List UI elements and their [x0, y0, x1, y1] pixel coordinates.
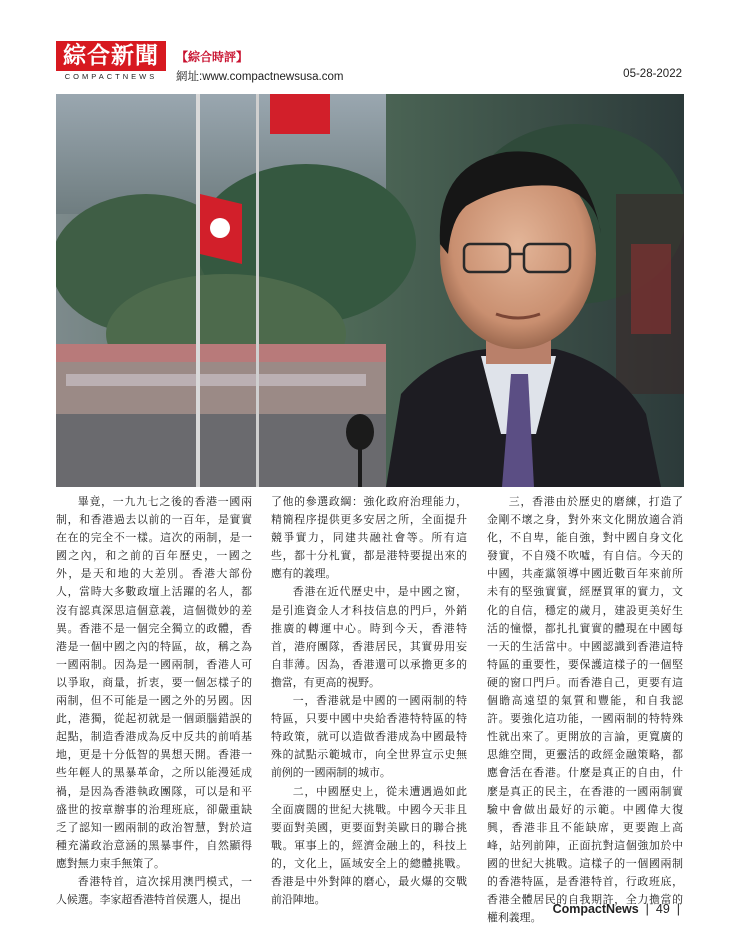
article-column-1	[56, 493, 252, 909]
paragraph: 一，香港就是中國的一國兩制的特特區，只要中國中央給香港特特區的特特政策，就可以造做香港成為中國最特殊的試點示範城市，向全世界宣示史無前例的一國兩制的城市。	[271, 694, 467, 780]
article-column-2	[271, 493, 467, 909]
logo-subtitle: COMPACTNEWS	[64, 72, 158, 81]
footer-brand: CompactNews	[552, 902, 639, 916]
footer-divider: |	[673, 902, 680, 916]
paragraph: 三，香港由於歷史的磨練，打造了金剛不壞之身，對外來文化開放適合消化，不自卑，能自強，對中國自身文化發實，不自殘不吹噓，有自信。今天的中國，共產黨領導中國近數百年來前所未有的堅強實實，經歷買軍的實力，文化的自信，穩定的歲月，建設更美好生活的憧憬，都扎扎實實的體現在中國每一天的生活當中。中國認識到香港這特特區的重要性，要保護這樣子的一個堅硬的窗口門戶。而香港自己，更要有這個瞻高遠望的氣質和豐能，和自我認許。要強化這功能，一國兩制的特特殊性就出來了。更開放的言論，更寬廣的思維空間，更靈活的政經金融策略，都應會活在香港。什麼是真正的自由，什麼是真正的民主，在香港的一國兩制實驗中會做出最好的示範。中國偉大復興，香港非且不能缺席，更要跑上高峰，站列前陣，正面抗對這個強加於中國的世紀大挑戰。這樣子的一個國兩制的香港特區，是香港特首，行政班底，香港全體居民的自我期許，全力擔當的權利義理。	[487, 495, 683, 925]
page-footer	[553, 902, 680, 916]
page-number: 49	[655, 902, 670, 916]
paragraph: 香港特首，這次採用澳門模式，一人候選。李家超香港特首侯選人，提出	[56, 874, 252, 907]
section-label: 【綜合時評】	[176, 50, 249, 64]
paragraph: 畢竟，一九九七之後的香港一國兩制，和香港過去以前的一百年，是實實在在的完全不一樣。這次的兩制，是一國之內，和之前的百年歷史，一國之外，是天和地的大差別。香港大部份人，當時大多數政壇上活躍的名人，都沒有認真深思這個意義，這個微妙的差異。香港不是一個完全獨立的政體，香港是一個中國之內的特區，故，稱之為一國兩制。因為是一國兩制，香港人可以爭取，商量，折衷，要一個怎樣子的兩制，但不可能是一國之外的另國。因此，港獨，從起初就是一個頭腦錯誤的起點，制造香港成為反中反共的前哨基地，更是十分低智的異想天開。香港一些年輕人的黑暴革命，之所以能漫延成禍，是因為香港執政團隊，可以是和平盛世的按章辦事的治理班底，卻嚴重缺乏了認知一國兩制的政治智慧，對於這種充滿政治意涵的黑暴事件，自然顯得應對無力束手無策了。	[56, 495, 252, 870]
paragraph: 二，中國歷史上，從未遭遇過如此全面廣闊的世紀大挑戰。中國今天非且要面對美國，更要面對美歐日的聯合挑戰。軍事上的，經濟金融上的，科技上的，文化上，區域安全上的總體挑戰。香港是中外對陣的磨心，最火爆的交戰前沿陣地。	[271, 784, 467, 907]
press-conference-photo	[56, 94, 684, 487]
issue-date: 05-28-2022	[623, 68, 682, 80]
logo-title: 綜合新聞	[63, 42, 159, 69]
paragraph: 了他的參選政綱：強化政府治理能力，精簡程序提供更多安居之所，全面提升競爭實力，同建共融社會等。所有這些，都十分札實，都是港特要提出來的應有的義理。	[271, 495, 467, 581]
footer-divider: |	[642, 902, 653, 916]
website-url[interactable]: 網址:www.compactnewsusa.com	[176, 71, 344, 83]
paragraph: 香港在近代歷史中，是中國之窗，是引進資金人才科技信息的門戶，外銷推廣的轉運中心。時到今天，香港特首，港府團隊，香港居民，其實毋用妄自菲薄。因為，香港還可以承擔更多的擔當，有更高的視野。	[271, 585, 467, 689]
masthead-logo	[56, 41, 166, 71]
article-column-3	[487, 493, 683, 927]
